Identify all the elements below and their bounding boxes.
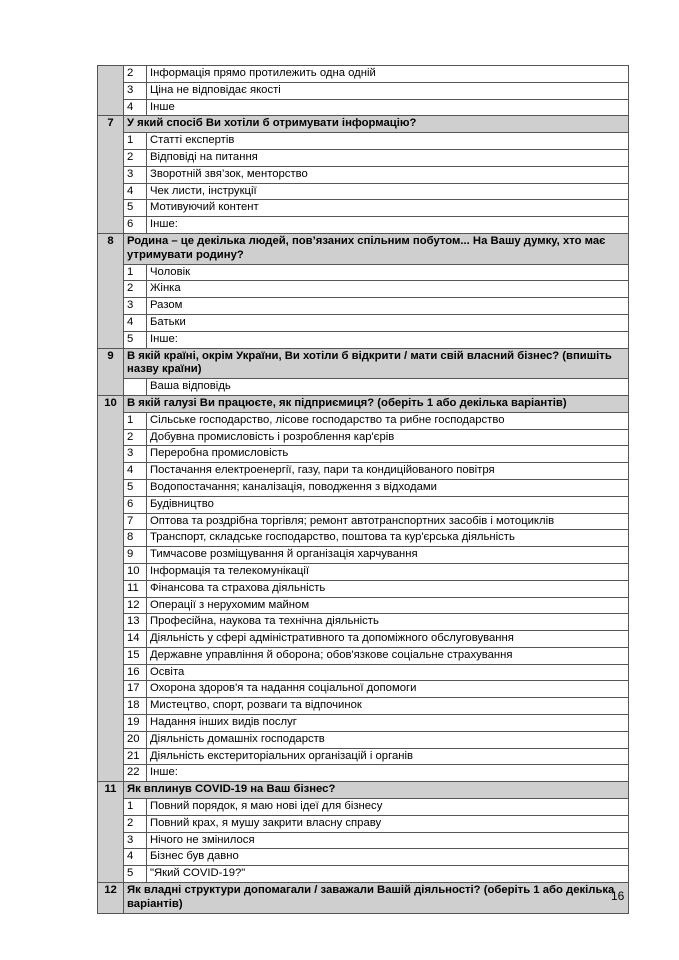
option-row <box>98 200 629 217</box>
option-row <box>98 715 629 732</box>
option-number: 3 <box>124 832 147 849</box>
option-number: 1 <box>124 133 147 150</box>
option-text: Транспорт, складське господарство, поштова та кур'єрська діяльність <box>147 530 629 547</box>
option-number: 2 <box>124 429 147 446</box>
option-number: 20 <box>124 731 147 748</box>
option-number: 21 <box>124 748 147 765</box>
option-text: Ціна не відповідає якості <box>147 82 629 99</box>
option-number: 18 <box>124 698 147 715</box>
option-number: 3 <box>124 166 147 183</box>
option-row <box>98 681 629 698</box>
option-number: 4 <box>124 314 147 331</box>
option-text: Діяльність у сфері адміністративного та допоміжного обслуговування <box>147 631 629 648</box>
option-text: Інформація та телекомунікації <box>147 563 629 580</box>
option-row <box>98 298 629 315</box>
option-row <box>98 314 629 331</box>
question-text: Як владні структури допомагали / заважали Вашій діяльності? (оберіть 1 або декілька варіантів) <box>124 883 629 914</box>
option-row <box>98 832 629 849</box>
option-row <box>98 799 629 816</box>
option-row <box>98 331 629 348</box>
option-row <box>98 547 629 564</box>
option-text: Операції з нерухомим майном <box>147 597 629 614</box>
option-row <box>98 166 629 183</box>
question-text: В якій країні, окрім України, Ви хотіли б відкрити / мати свій власний бізнес? (впишіть назву країни) <box>124 348 629 379</box>
option-number: 5 <box>124 331 147 348</box>
option-number: 2 <box>124 815 147 832</box>
option-number: 1 <box>124 799 147 816</box>
option-text: Інше: <box>147 765 629 782</box>
question-number: 11 <box>98 782 124 883</box>
option-number: 4 <box>124 849 147 866</box>
option-row <box>98 281 629 298</box>
question-text: Як вплинув COVID-19 на Ваш бізнес? <box>124 782 629 799</box>
option-row <box>98 765 629 782</box>
question-number: 7 <box>98 116 124 234</box>
option-row <box>98 815 629 832</box>
question-number: 10 <box>98 395 124 781</box>
option-text: Діяльність екстериторіальних організацій і органів <box>147 748 629 765</box>
option-number: 11 <box>124 580 147 597</box>
option-text: Відповіді на питання <box>147 149 629 166</box>
option-text: Постачання електроенергії, газу, пари та кондиційованого повітря <box>147 463 629 480</box>
option-text: Діяльність домашніх господарств <box>147 731 629 748</box>
continuation-cell <box>98 66 124 116</box>
option-number: 9 <box>124 547 147 564</box>
question-number: 12 <box>98 883 124 914</box>
question-text: В якій галузі Ви працюєте, як підприємиця? (оберіть 1 або декілька варіантів) <box>124 395 629 412</box>
option-row <box>98 496 629 513</box>
option-number: 2 <box>124 149 147 166</box>
option-number: 3 <box>124 298 147 315</box>
option-text: Ваша відповідь <box>147 379 629 396</box>
option-number: 1 <box>124 412 147 429</box>
option-row <box>98 614 629 631</box>
option-text: Жінка <box>147 281 629 298</box>
option-number: 5 <box>124 200 147 217</box>
option-row <box>98 731 629 748</box>
question-number: 8 <box>98 233 124 348</box>
option-row <box>98 530 629 547</box>
option-text: Професійна, наукова та технічна діяльність <box>147 614 629 631</box>
option-text: Мистецтво, спорт, розваги та відпочинок <box>147 698 629 715</box>
option-text: Повний порядок, я маю нові ідеї для бізнесу <box>147 799 629 816</box>
option-row <box>98 133 629 150</box>
option-number: 13 <box>124 614 147 631</box>
option-number: 2 <box>124 66 147 83</box>
option-number: 2 <box>124 281 147 298</box>
survey-table-body <box>98 66 629 914</box>
option-row <box>98 412 629 429</box>
option-text: Сільське господарство, лісове господарство та рибне господарство <box>147 412 629 429</box>
option-text: Мотивуючий контент <box>147 200 629 217</box>
option-text: Інформація прямо протилежить одна одній <box>147 66 629 83</box>
option-text: Інше <box>147 99 629 116</box>
option-text: Батьки <box>147 314 629 331</box>
option-number: 3 <box>124 446 147 463</box>
option-number: 22 <box>124 765 147 782</box>
option-text: Інше: <box>147 217 629 234</box>
option-row <box>98 563 629 580</box>
option-row <box>98 580 629 597</box>
page-number: 16 <box>611 889 625 903</box>
option-number: 8 <box>124 530 147 547</box>
option-text: Зворотній звя’зок, менторство <box>147 166 629 183</box>
option-number: 4 <box>124 463 147 480</box>
option-row <box>98 664 629 681</box>
option-row <box>98 429 629 446</box>
option-text: Охорона здоров'я та надання соціальної допомоги <box>147 681 629 698</box>
question-text: Родина – це декілька людей, пов’язаних спільним побутом... На Вашу думку, хто має утримувати родину? <box>124 233 629 264</box>
option-row <box>98 513 629 530</box>
option-row <box>98 631 629 648</box>
question-text: У який спосіб Ви хотіли б отримувати інформацію? <box>124 116 629 133</box>
option-number: 14 <box>124 631 147 648</box>
option-text: Освіта <box>147 664 629 681</box>
option-number: 4 <box>124 183 147 200</box>
option-number: 7 <box>124 513 147 530</box>
option-text: Чек листи, інструкції <box>147 183 629 200</box>
option-number: 6 <box>124 496 147 513</box>
option-text: Оптова та роздрібна торгівля; ремонт автотранспортних засобів і мотоциклів <box>147 513 629 530</box>
option-number: 16 <box>124 664 147 681</box>
option-text: Надання інших видів послуг <box>147 715 629 732</box>
option-row <box>98 866 629 883</box>
option-row <box>98 647 629 664</box>
option-row <box>98 264 629 281</box>
option-row <box>98 698 629 715</box>
option-number: 5 <box>124 479 147 496</box>
option-row <box>98 99 629 116</box>
option-row <box>98 217 629 234</box>
option-row <box>98 379 629 396</box>
question-row <box>98 116 629 133</box>
option-number: 10 <box>124 563 147 580</box>
option-text: Разом <box>147 298 629 315</box>
option-text: Нічого не змінилося <box>147 832 629 849</box>
option-row <box>98 597 629 614</box>
option-row <box>98 446 629 463</box>
question-row <box>98 233 629 264</box>
option-row <box>98 82 629 99</box>
option-row <box>98 479 629 496</box>
option-number <box>124 379 147 396</box>
survey-table <box>97 65 629 914</box>
option-text: "Який COVID-19?" <box>147 866 629 883</box>
option-text: Водопостачання; каналізація, поводження з відходами <box>147 479 629 496</box>
option-text: Фінансова та страхова діяльність <box>147 580 629 597</box>
option-text: Будівництво <box>147 496 629 513</box>
option-number: 19 <box>124 715 147 732</box>
question-row <box>98 348 629 379</box>
option-row <box>98 463 629 480</box>
option-text: Переробна промисловість <box>147 446 629 463</box>
option-row <box>98 66 629 83</box>
question-row <box>98 883 629 914</box>
option-number: 12 <box>124 597 147 614</box>
option-number: 15 <box>124 647 147 664</box>
option-number: 4 <box>124 99 147 116</box>
option-number: 5 <box>124 866 147 883</box>
option-text: Чоловік <box>147 264 629 281</box>
question-number: 9 <box>98 348 124 395</box>
option-text: Тимчасове розміщування й організація харчування <box>147 547 629 564</box>
option-text: Добувна промисловість і розроблення кар'єрів <box>147 429 629 446</box>
question-row <box>98 395 629 412</box>
option-text: Статті експертів <box>147 133 629 150</box>
option-text: Інше: <box>147 331 629 348</box>
option-text: Бізнес був давно <box>147 849 629 866</box>
option-number: 6 <box>124 217 147 234</box>
option-row <box>98 849 629 866</box>
option-text: Державне управління й оборона; обов'язкове соціальне страхування <box>147 647 629 664</box>
option-text: Повний крах, я мушу закрити власну справу <box>147 815 629 832</box>
option-row <box>98 149 629 166</box>
option-row <box>98 183 629 200</box>
question-row <box>98 782 629 799</box>
option-number: 17 <box>124 681 147 698</box>
option-number: 3 <box>124 82 147 99</box>
option-row <box>98 748 629 765</box>
option-number: 1 <box>124 264 147 281</box>
